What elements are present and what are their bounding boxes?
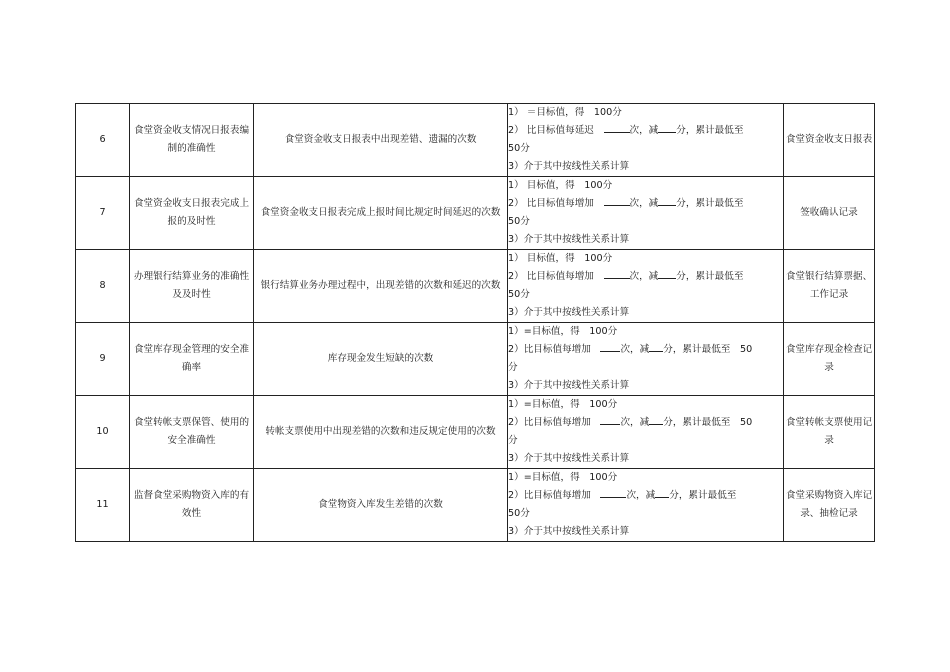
- rule-line-3: 50分: [508, 289, 530, 300]
- scoring-rule: [508, 250, 784, 323]
- rule-text: 次，减: [620, 417, 650, 428]
- indicator-definition: 食堂资金收支日报表完成上报时间比规定时间延迟的次数: [254, 177, 508, 250]
- rule-text: 分，累计最低至: [676, 198, 744, 209]
- table-row: [76, 469, 875, 542]
- rule-line-2: [508, 122, 783, 140]
- rule-line-4: 3）介于其中按线性关系计算: [508, 161, 630, 172]
- fill-blank: [600, 414, 620, 425]
- rule-line-3: 分: [508, 362, 518, 373]
- rule-line-1: 1） 目标值，得 100分: [508, 180, 613, 191]
- indicator-name: 食堂资金收支日报表完成上报的及时性: [130, 177, 254, 250]
- indicator-definition: 银行结算业务办理过程中，出现差错的次数和延迟的次数: [254, 250, 508, 323]
- data-source: 签收确认记录: [784, 177, 875, 250]
- scoring-rule: [508, 104, 784, 177]
- fill-blank: [604, 195, 630, 206]
- rule-line-1: 1）=目标值，得 100分: [508, 326, 618, 337]
- rule-text: 分，累计最低至: [669, 490, 737, 501]
- fill-blank: [658, 268, 676, 279]
- fill-blank: [655, 487, 669, 498]
- rule-line-2: [508, 414, 783, 432]
- rule-text: 2）比目标值每增加: [508, 490, 601, 501]
- rule-text: 次，减: [620, 344, 650, 355]
- indicator-definition: 食堂资金收支日报表中出现差错、遗漏的次数: [254, 104, 508, 177]
- rule-line-3: 50分: [508, 216, 530, 227]
- indicator-definition: 转帐支票使用中出现差错的次数和违反规定使用的次数: [254, 396, 508, 469]
- rule-line-1: 1） ＝目标值，得 100分: [508, 107, 622, 118]
- rule-line-3: 分: [508, 435, 518, 446]
- indicator-name: 办理银行结算业务的准确性及及时性: [130, 250, 254, 323]
- rule-text: 分，累计最低至 50: [663, 344, 753, 355]
- scoring-rule: [508, 396, 784, 469]
- data-source: 食堂资金收支日报表: [784, 104, 875, 177]
- rule-line-4: 3）介于其中按线性关系计算: [508, 453, 630, 464]
- rule-text: 2） 比目标值每增加: [508, 271, 604, 282]
- indicator-definition: 食堂物资入库发生差错的次数: [254, 469, 508, 542]
- rule-line-4: 3）介于其中按线性关系计算: [508, 307, 630, 318]
- rule-text: 分，累计最低至: [676, 125, 744, 136]
- scoring-rule: [508, 323, 784, 396]
- rule-line-2: [508, 195, 783, 213]
- table-row: [76, 177, 875, 250]
- table-row: [76, 396, 875, 469]
- indicator-name: 食堂资金收支情况日报表编制的准确性: [130, 104, 254, 177]
- rule-text: 分，累计最低至: [676, 271, 744, 282]
- row-number: 9: [76, 323, 130, 396]
- rule-line-1: 1）=目标值，得 100分: [508, 399, 618, 410]
- row-number: 8: [76, 250, 130, 323]
- rule-text: 分，累计最低至 50: [663, 417, 753, 428]
- indicator-definition: 库存现金发生短缺的次数: [254, 323, 508, 396]
- rule-line-1: 1） 目标值，得 100分: [508, 253, 613, 264]
- scoring-rule: [508, 469, 784, 542]
- data-source: 食堂银行结算票据、工作记录: [784, 250, 875, 323]
- rule-line-4: 3）介于其中按线性关系计算: [508, 526, 630, 537]
- row-number: 6: [76, 104, 130, 177]
- rule-line-2: [508, 487, 783, 505]
- fill-blank: [658, 122, 676, 133]
- indicator-name: 监督食堂采购物资入库的有效性: [130, 469, 254, 542]
- fill-blank: [604, 122, 630, 133]
- rule-text: 2）比目标值每增加: [508, 417, 601, 428]
- fill-blank: [600, 487, 626, 498]
- rule-text: 2） 比目标值每延迟: [508, 125, 604, 136]
- rule-line-3: 50分: [508, 143, 530, 154]
- kpi-table: [75, 103, 875, 542]
- fill-blank: [604, 268, 630, 279]
- indicator-name: 食堂库存现金管理的安全准确率: [130, 323, 254, 396]
- rule-text: 次，减: [626, 490, 656, 501]
- rule-line-4: 3）介于其中按线性关系计算: [508, 234, 630, 245]
- indicator-name: 食堂转帐支票保管、使用的安全准确性: [130, 396, 254, 469]
- table-row: [76, 250, 875, 323]
- rule-text: 次，减: [629, 271, 659, 282]
- data-source: 食堂库存现金检查记录: [784, 323, 875, 396]
- fill-blank: [649, 414, 663, 425]
- data-source: 食堂采购物资入库记录、抽检记录: [784, 469, 875, 542]
- rule-text: 次，减: [629, 198, 659, 209]
- table-row: [76, 323, 875, 396]
- rule-line-1: 1）=目标值，得 100分: [508, 472, 618, 483]
- scoring-rule: [508, 177, 784, 250]
- table-row: [76, 104, 875, 177]
- rule-text: 2）比目标值每增加: [508, 344, 601, 355]
- rule-line-4: 3）介于其中按线性关系计算: [508, 380, 630, 391]
- rule-line-3: 50分: [508, 508, 530, 519]
- rule-text: 2） 比目标值每增加: [508, 198, 604, 209]
- row-number: 10: [76, 396, 130, 469]
- rule-text: 次，减: [629, 125, 659, 136]
- fill-blank: [658, 195, 676, 206]
- rule-line-2: [508, 268, 783, 286]
- row-number: 7: [76, 177, 130, 250]
- fill-blank: [649, 341, 663, 352]
- data-source: 食堂转帐支票使用记录: [784, 396, 875, 469]
- fill-blank: [600, 341, 620, 352]
- rule-line-2: [508, 341, 783, 359]
- row-number: 11: [76, 469, 130, 542]
